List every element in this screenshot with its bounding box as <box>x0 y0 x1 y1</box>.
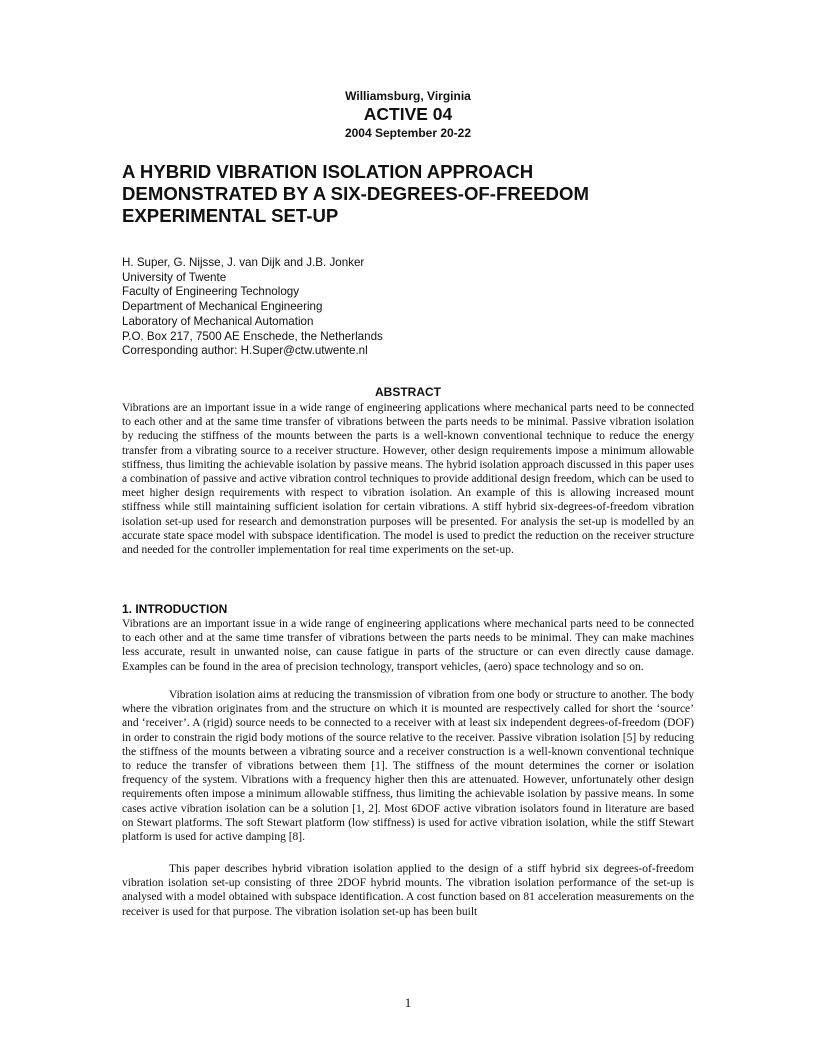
page-number: 1 <box>404 995 412 1010</box>
abstract-text: Vibrations are an important issue in a wide range of engineering applications where mechanical parts need to be connected to each other and at the same time transfer of vibrations between the parts needs to be minimal. Passive vibration isolation by reducing the stiffness of the mounts between the parts is a well-known conventional technique to reduce the energy transfer from a vibrating source to a receiver structure. However, other design requirements impose a minimum allowable stiffness, thus limiting the achievable isolation by passive means. The hybrid isolation approach discussed in this paper uses a combination of passive and active vibration control techniques to provide additional design freedom, which can be used to meet higher design requirements with respect to vibration isolation. An example of this is allowing increased mount stiffness while still maintaining sufficient isolation for certain vibrations. A stiff hybrid six-degrees-of-freedom vibration isolation set-up used for research and demonstration purposes will be presented. For analysis the set-up is modelled by an accurate state space model with subspace identification. The model is used to predict the reduction on the receiver structure and needed for the controller implementation for real time experiments on the set-up. <box>122 402 694 557</box>
affiliation-line: Faculty of Engineering Technology <box>122 285 300 299</box>
affiliation-line: P.O. Box 217, 7500 AE Enschede, the Netherlands <box>122 329 383 343</box>
introduction-paragraph: This paper describes hybrid vibration isolation applied to the design of a stiff hybrid six degrees-of-freedom vibration isolation set-up consisting of three 2DOF hybrid mounts. The vibration isolation performance of the set-up is analysed with a model obtained with subspace identification. A cost function based on 81 acceleration measurements on the receiver is used for that purpose. The vibration isolation set-up has been built <box>122 863 694 918</box>
abstract-heading: ABSTRACT <box>375 385 441 399</box>
affiliation-line: Department of Mechanical Engineering <box>122 300 323 314</box>
conference-date: 2004 September 20-22 <box>344 126 472 140</box>
introduction-heading: 1. INTRODUCTION <box>122 602 228 616</box>
conference-location: Williamsburg, Virginia <box>345 89 471 103</box>
title-line: EXPERIMENTAL SET-UP <box>122 205 339 226</box>
introduction-paragraph: Vibration isolation aims at reducing the transmission of vibration from one body or structure to another. The body where the vibration originates from and the structure on which it is mounted are respectively called for short the ‘source’ and ‘receiver’. A (rigid) source needs to be connected to a receiver with at least six independent degrees-of-freedom (DOF) in order to constrain the rigid body motions of the source relative to the receiver. Passive vibration isolation [5] by reducing the stiffness of the mounts between a vibrating source and a receiver construction is a well-known conventional technique to reduce the transfer of vibrations between them [1]. The stiffness of the mount determines the corner or isolation frequency of the system. Vibrations with a frequency higher then this are attenuated. However, unfortunately other design requirements often impose a minimum allowable stiffness, thus limiting the achievable isolation by passive means. In some cases active vibration isolation can be a solution [1, 2]. Most 6DOF active vibration isolators found in literature are based on Stewart platforms. The soft Stewart platform (low stiffness) is used for active vibration isolation, while the stiff Stewart platform is used for active damping [8]. <box>122 689 694 844</box>
title-line: DEMONSTRATED BY A SIX-DEGREES-OF-FREEDOM <box>122 183 589 204</box>
conference-name: ACTIVE 04 <box>363 104 453 124</box>
paper-title <box>122 161 702 227</box>
title-line: A HYBRID VIBRATION ISOLATION APPROACH <box>122 161 534 182</box>
affiliation-line: Laboratory of Mechanical Automation <box>122 314 314 328</box>
author-block <box>122 256 702 359</box>
introduction-paragraph: Vibrations are an important issue in a wide range of engineering applications where mechanical parts need to be connected to each other and at the same time transfer of vibrations between the parts needs to be minimal. They can make machines less accurate, result in unwanted noise, can cause fatigue in parts of the structure or can even directly cause damage. Examples can be found in the area of precision technology, transport vehicles, (aero) space technology and so on. <box>122 618 694 673</box>
affiliation-line: University of Twente <box>122 270 227 284</box>
author-names: H. Super, G. Nijsse, J. van Dijk and J.B. Jonker <box>122 256 365 269</box>
corresponding-author: Corresponding author: H.Super@ctw.utwente.nl <box>122 344 368 358</box>
